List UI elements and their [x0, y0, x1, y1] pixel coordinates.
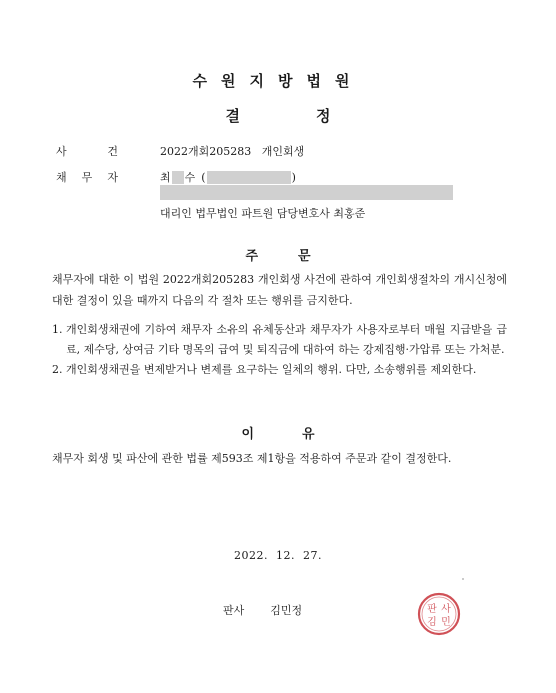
court-title: 수원지방법원: [192, 72, 364, 90]
debtor-name-first: 최: [160, 171, 171, 184]
judge-seal-stamp: [417, 592, 461, 636]
judge-name: 김민정: [270, 604, 303, 617]
order-list-item: 2. 개인회생채권을 변제받거나 변제를 요구하는 일체의 행위. 다만, 소송행위를 제외한다.: [52, 363, 477, 376]
svg-text:사: 사: [441, 604, 451, 615]
representative: 대리인 법무법인 파트원 담당변호사 최홍준: [160, 207, 366, 220]
order-text: 채무자에 대한 이 법원 2022개회205283 개인회생 사건에 관하여 개인회생절차의 개시신청에 대한 결정이 있을 때까지 다음의 각 절차 또는 행위를 금지한다.: [52, 273, 507, 307]
document-type-part1: 결: [225, 107, 240, 125]
case-label: 사 건: [56, 145, 118, 158]
document-type: [0, 105, 556, 126]
order-list: [52, 320, 507, 380]
debtor-label: 채 무 자: [56, 171, 118, 184]
decision-date: 2022. 12. 27.: [234, 549, 322, 562]
svg-text:민: 민: [441, 617, 451, 628]
reason-text: 채무자 회생 및 파산에 관한 법률 제593조 제1항을 적용하여 주문과 같이 결정한다.: [52, 452, 452, 465]
debtor-name: [160, 169, 296, 185]
redacted-address-block: [160, 185, 453, 200]
debtor-name-last: 수: [184, 171, 196, 184]
debtor-id-open: (: [201, 170, 206, 184]
svg-text:김: 김: [427, 617, 437, 628]
document-type-part2: 정: [316, 107, 331, 125]
order-list-item: 1. 개인회생채권에 기하여 채무자 소유의 유체동산과 채무자가 사용자로부터 매월 지급받을 급료, 제수당, 상여금 기타 명목의 급여 및 퇴직금에 대하여 하는 강제집행·가압류 또는 가처분.: [52, 323, 507, 356]
svg-text:판: 판: [427, 604, 437, 615]
judge-signature-line: [223, 602, 302, 618]
judge-title: 판사: [223, 604, 245, 617]
redacted-id-block: [207, 171, 291, 184]
reason-heading: 이 유: [241, 427, 315, 442]
scan-speck: [462, 578, 464, 580]
case-number: 2022개회205283 개인회생: [160, 145, 305, 158]
redacted-name-block: [172, 171, 184, 184]
debtor-id-close: ): [291, 170, 296, 184]
order-heading: 주 문: [245, 249, 311, 264]
